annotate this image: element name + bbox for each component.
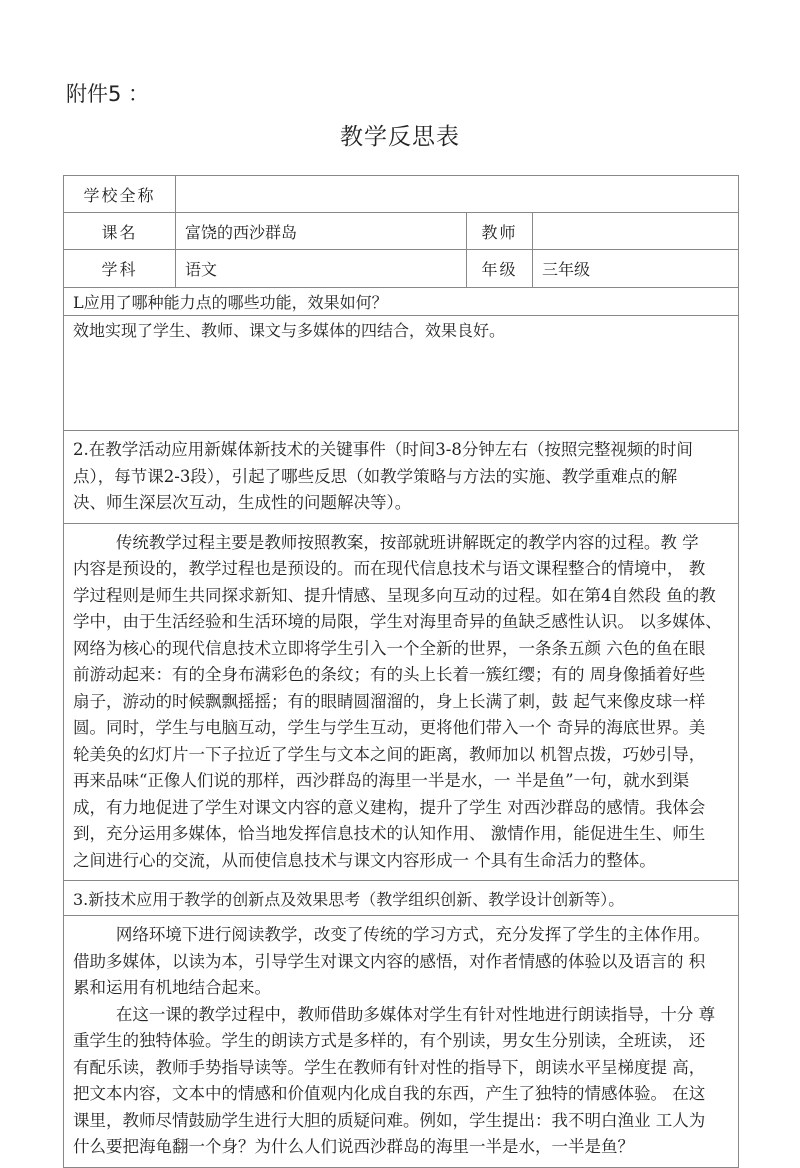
answer-line: 课里，教师尽情鼓励学生进行大胆的质疑问难。例如，学生提出：我不明白渔业 工人为 [73, 1110, 706, 1130]
answer-line: 什么要把海龟翻一个身？为什么人们说西沙群岛的海里一半是水，一半是鱼？ [73, 1137, 634, 1156]
q1-answer[interactable]: 效地实现了学生、教师、课文与多媒体的四结合，效果良好。 [64, 316, 739, 431]
q3-answer[interactable] [64, 916, 739, 1168]
answer-line: 在这一课的教学过程中，教师借助多媒体对学生有针对性地进行朗读指导，十分 尊 [115, 1004, 716, 1024]
answer-line: 把文本内容，文本中的情感和价值观内化成自我的东西，产生了独特的情感体验。 在这 [73, 1084, 706, 1103]
answer-line: 轮美奂的幻灯片一下子拉近了学生与文本之间的距离，教师加以 机智点拨，巧妙引导， [73, 744, 706, 764]
answer-line: 到，充分运用多媒体，恰当地发挥信息技术的认知作用、 激情作用，能促进生生、师生 [73, 824, 706, 843]
attachment-label: 附件5 ： [66, 82, 150, 106]
subject-value[interactable]: 语文 [176, 250, 467, 288]
q3-question: 3.新技术应用于教学的创新点及效果思考（教学组织创新、教学设计创新等）。 [64, 881, 739, 916]
row-school [64, 176, 739, 213]
answer-line: 学过程则是师生共同探求新知、提升情感、呈现多向互动的过程。如在第4自然段 鱼的教 [73, 585, 716, 605]
answer-line: 之间进行心的交流，从而使信息技术与课文内容形成一 个具有生命活力的整体。 [73, 850, 656, 870]
course-value[interactable]: 富饶的西沙群岛 [176, 213, 467, 250]
row-subject [64, 250, 739, 288]
answer-line: 网络环境下进行阅读教学，改变了传统的学习方式，充分发挥了学生的主体作用。 [115, 925, 710, 944]
q1-question: L应用了哪种能力点的哪些功能，效果如何？ [64, 288, 739, 316]
answer-line: 成，有力地促进了学生对课文内容的意义建构，提升了学生 对西沙群岛的感情。我体会 [73, 797, 706, 817]
answer-line: 网络为核心的现代信息技术立即将学生引入一个全新的世界，一条条五颜 六色的鱼在眼 [73, 638, 706, 658]
q2-question [64, 431, 739, 524]
teacher-value[interactable] [533, 213, 739, 250]
answer-line: 圆。同时，学生与电脑互动，学生与学生互动，更将他们带入一个 奇异的海底世界。美 [73, 718, 706, 737]
answer-line: 有配乐读，教师手势指导读等。学生在教师有针对性的指导下，朗读水平呈梯度提 高， [73, 1057, 706, 1077]
answer-line: 再来品味“正像人们说的那样，西沙群岛的海里一半是水，一 半是鱼”一句，就水到渠 [73, 771, 690, 790]
grade-value[interactable]: 三年级 [533, 250, 739, 288]
school-label: 学校全称 [64, 176, 176, 213]
reflection-table [63, 175, 739, 1168]
answer-line: 前游动起来：有的全身布满彩色的条纹；有的头上长着一簇红缨；有的 周身像插着好些 [73, 665, 706, 684]
q2-question-line: 点），每节课2-3段），引起了哪些反思（如教学策略与方法的实施、教学重难点的解 [73, 466, 678, 486]
answer-line: 累和运用有机地结合起来。 [73, 978, 271, 997]
school-value[interactable] [176, 176, 739, 213]
teacher-label: 教师 [467, 213, 533, 250]
subject-label: 学科 [64, 250, 176, 288]
answer-line: 扇子，游动的时候飘飘摇摇；有的眼睛圆溜溜的，身上长满了刺，鼓 起气来像皮球一样 [73, 691, 706, 711]
answer-line: 传统教学过程主要是教师按照教案，按部就班讲解既定的教学内容的过程。教 学 [115, 532, 699, 552]
q2-answer[interactable] [64, 523, 739, 881]
q2-question-line: 决、师生深层次互动，生成性的问题解决等）。 [73, 493, 412, 512]
answer-line: 借助多媒体，以读为本，引导学生对课文内容的感悟，对作者情感的体验以及语言的 积 [73, 951, 706, 971]
grade-label: 年级 [467, 250, 533, 288]
row-course [64, 213, 739, 250]
answer-line: 内容是预设的，教学过程也是预设的。而在现代信息技术与语文课程整合的情境中， 教 [73, 559, 706, 578]
answer-line: 重学生的独特体验。学生的朗读方式是多样的，有个别读，男女生分别读，全班读， 还 [73, 1031, 706, 1050]
answer-line: 学中，由于生活经验和生活环境的局限，学生对海里奇异的鱼缺乏感性认识。 以多媒体、 [73, 612, 722, 631]
page-title: 教学反思表 [340, 124, 460, 150]
q2-question-line: 2.在教学活动应用新媒体新技术的关键事件（时间3-8分钟左右（按照完整视频的时间 [73, 440, 693, 459]
course-label: 课名 [64, 213, 176, 250]
